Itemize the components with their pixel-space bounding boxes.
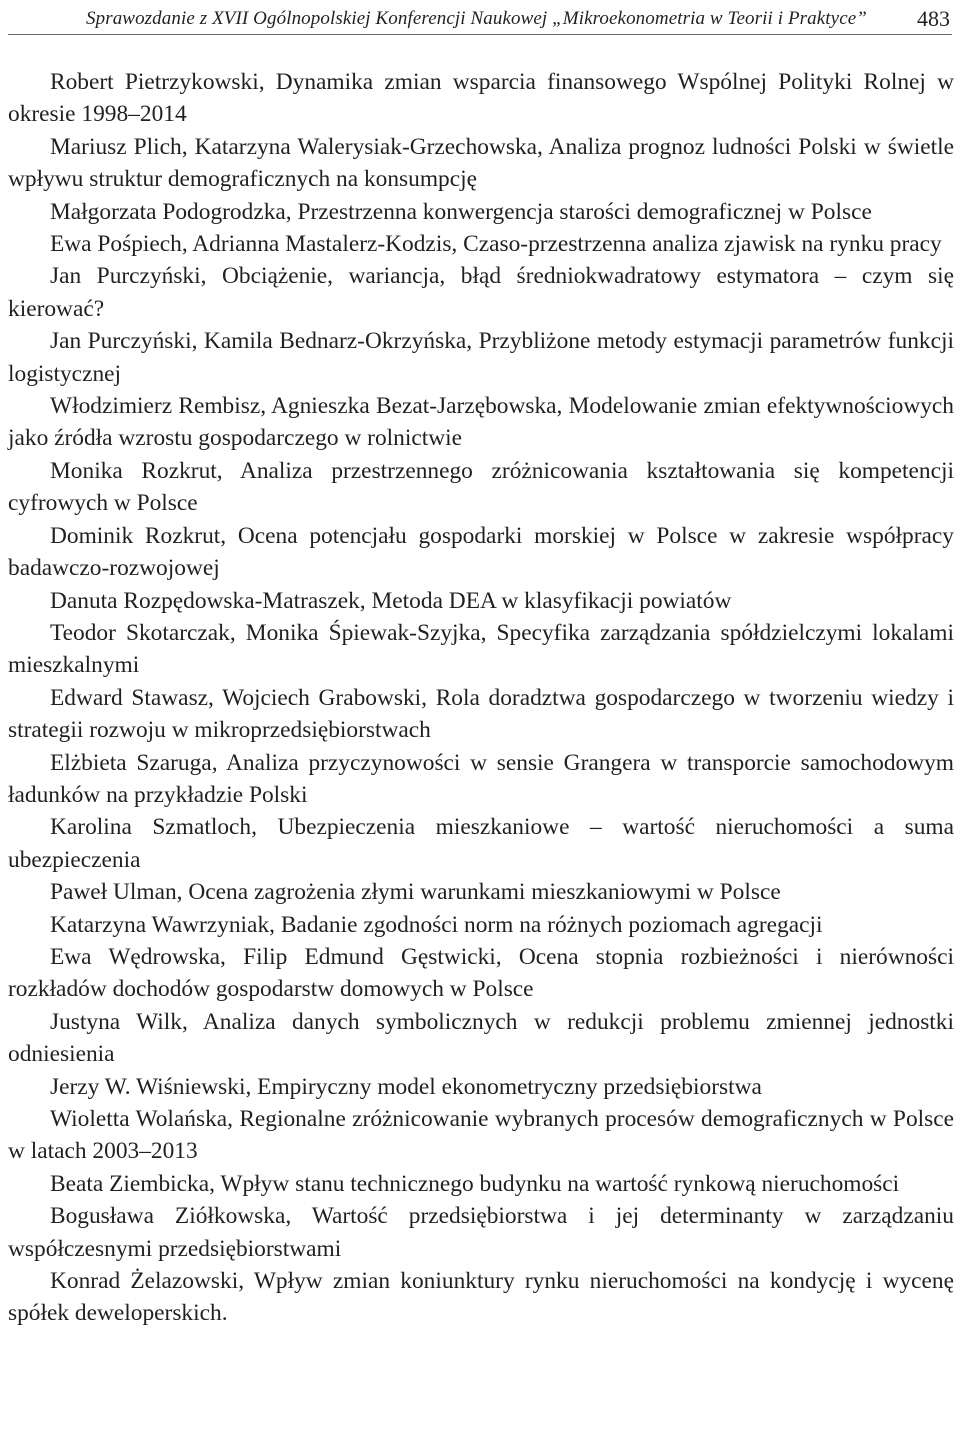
presentation-entry: Danuta Rozpędowska-Matraszek, Metoda DEA w klasyfikacji powiatów	[50, 587, 732, 614]
running-title: Sprawozdanie z XVII Ogólnopolskiej Konferencji Naukowej „Mikroekonometria w Teorii i Praktyce”	[86, 8, 867, 29]
presentation-entry: Małgorzata Podogrodzka, Przestrzenna konwergencja starości demograficznej w Polsce	[50, 198, 872, 225]
presentation-entry: Edward Stawasz, Wojciech Grabowski, Rola doradztwa gospodarczego w tworzeniu wiedzy i strategii rozwoju w mikroprzedsiębiorstwach	[8, 684, 954, 744]
presentation-entry: Jerzy W. Wiśniewski, Empiryczny model ekonometryczny przedsiębiorstwa	[50, 1073, 762, 1100]
presentation-entry: Monika Rozkrut, Analiza przestrzennego zróżnicowania kształtowania się kompetencji cyfrowych w Polsce	[8, 457, 954, 517]
presentation-entry: Jan Purczyński, Obciążenie, wariancja, błąd średniokwadratowy estymatora – czym się kierować?	[8, 263, 954, 322]
presentation-entry: Konrad Żelazowski, Wpływ zmian koniunktury rynku nieruchomości na kondycję i wycenę spółek deweloperskich.	[8, 1268, 954, 1327]
presentation-list	[8, 66, 954, 1330]
presentation-entry: Teodor Skotarczak, Monika Śpiewak-Szyjka, Specyfika zarządzania spółdzielczymi lokalami mieszkalnymi	[8, 619, 954, 679]
page-number: 483	[917, 6, 950, 31]
presentation-entry: Justyna Wilk, Analiza danych symbolicznych w redukcji problemu zmiennej jednostki odniesienia	[8, 1008, 954, 1068]
presentation-entry: Paweł Ulman, Ocena zagrożenia złymi warunkami mieszkaniowymi w Polsce	[50, 879, 781, 906]
presentation-entry: Katarzyna Wawrzyniak, Badanie zgodności norm na różnych poziomach agregacji	[50, 911, 823, 938]
presentation-entry: Jan Purczyński, Kamila Bednarz-Okrzyńska, Przybliżone metody estymacji parametrów funkcji logistycznej	[8, 328, 954, 387]
presentation-entry: Włodzimierz Rembisz, Agnieszka Bezat-Jarzębowska, Modelowanie zmian efektywnościowych jako źródła wzrostu gospodarczego w rolnictwie	[8, 393, 954, 452]
presentation-entry: Mariusz Plich, Katarzyna Walerysiak-Grzechowska, Analiza prognoz ludności Polski w świetle wpływu struktur demograficznych na konsumpcję	[8, 133, 954, 193]
presentation-entry: Wioletta Wolańska, Regionalne zróżnicowanie wybranych procesów demograficznych w Polsce w latach 2003–2013	[8, 1106, 954, 1165]
presentation-entry: Karolina Szmatloch, Ubezpieczenia mieszkaniowe – wartość nieruchomości a suma ubezpieczenia	[8, 814, 954, 873]
presentation-entry: Ewa Pośpiech, Adrianna Mastalerz-Kodzis, Czaso-przestrzenna analiza zjawisk na rynku pracy	[50, 231, 942, 258]
presentation-entry: Elżbieta Szaruga, Analiza przyczynowości w sensie Grangera w transporcie samochodowym ładunków na przykładzie Polski	[8, 749, 954, 808]
presentation-entry: Ewa Wędrowska, Filip Edmund Gęstwicki, Ocena stopnia rozbieżności i nierówności rozkładów dochodów gospodarstw domowych w Polsce	[8, 943, 954, 1003]
presentation-entry: Robert Pietrzykowski, Dynamika zmian wsparcia finansowego Wspólnej Polityki Rolnej w okresie 1998–2014	[8, 69, 954, 128]
presentation-entry: Beata Ziembicka, Wpływ stanu technicznego budynku na wartość rynkową nieruchomości	[50, 1170, 900, 1197]
running-head	[8, 4, 952, 35]
presentation-entry: Bogusława Ziółkowska, Wartość przedsiębiorstwa i jej determinanty w zarządzaniu współczesnymi przedsiębiorstwami	[8, 1203, 954, 1262]
presentation-entry: Dominik Rozkrut, Ocena potencjału gospodarki morskiej w Polsce w zakresie współpracy badawczo-rozwojowej	[8, 522, 954, 582]
